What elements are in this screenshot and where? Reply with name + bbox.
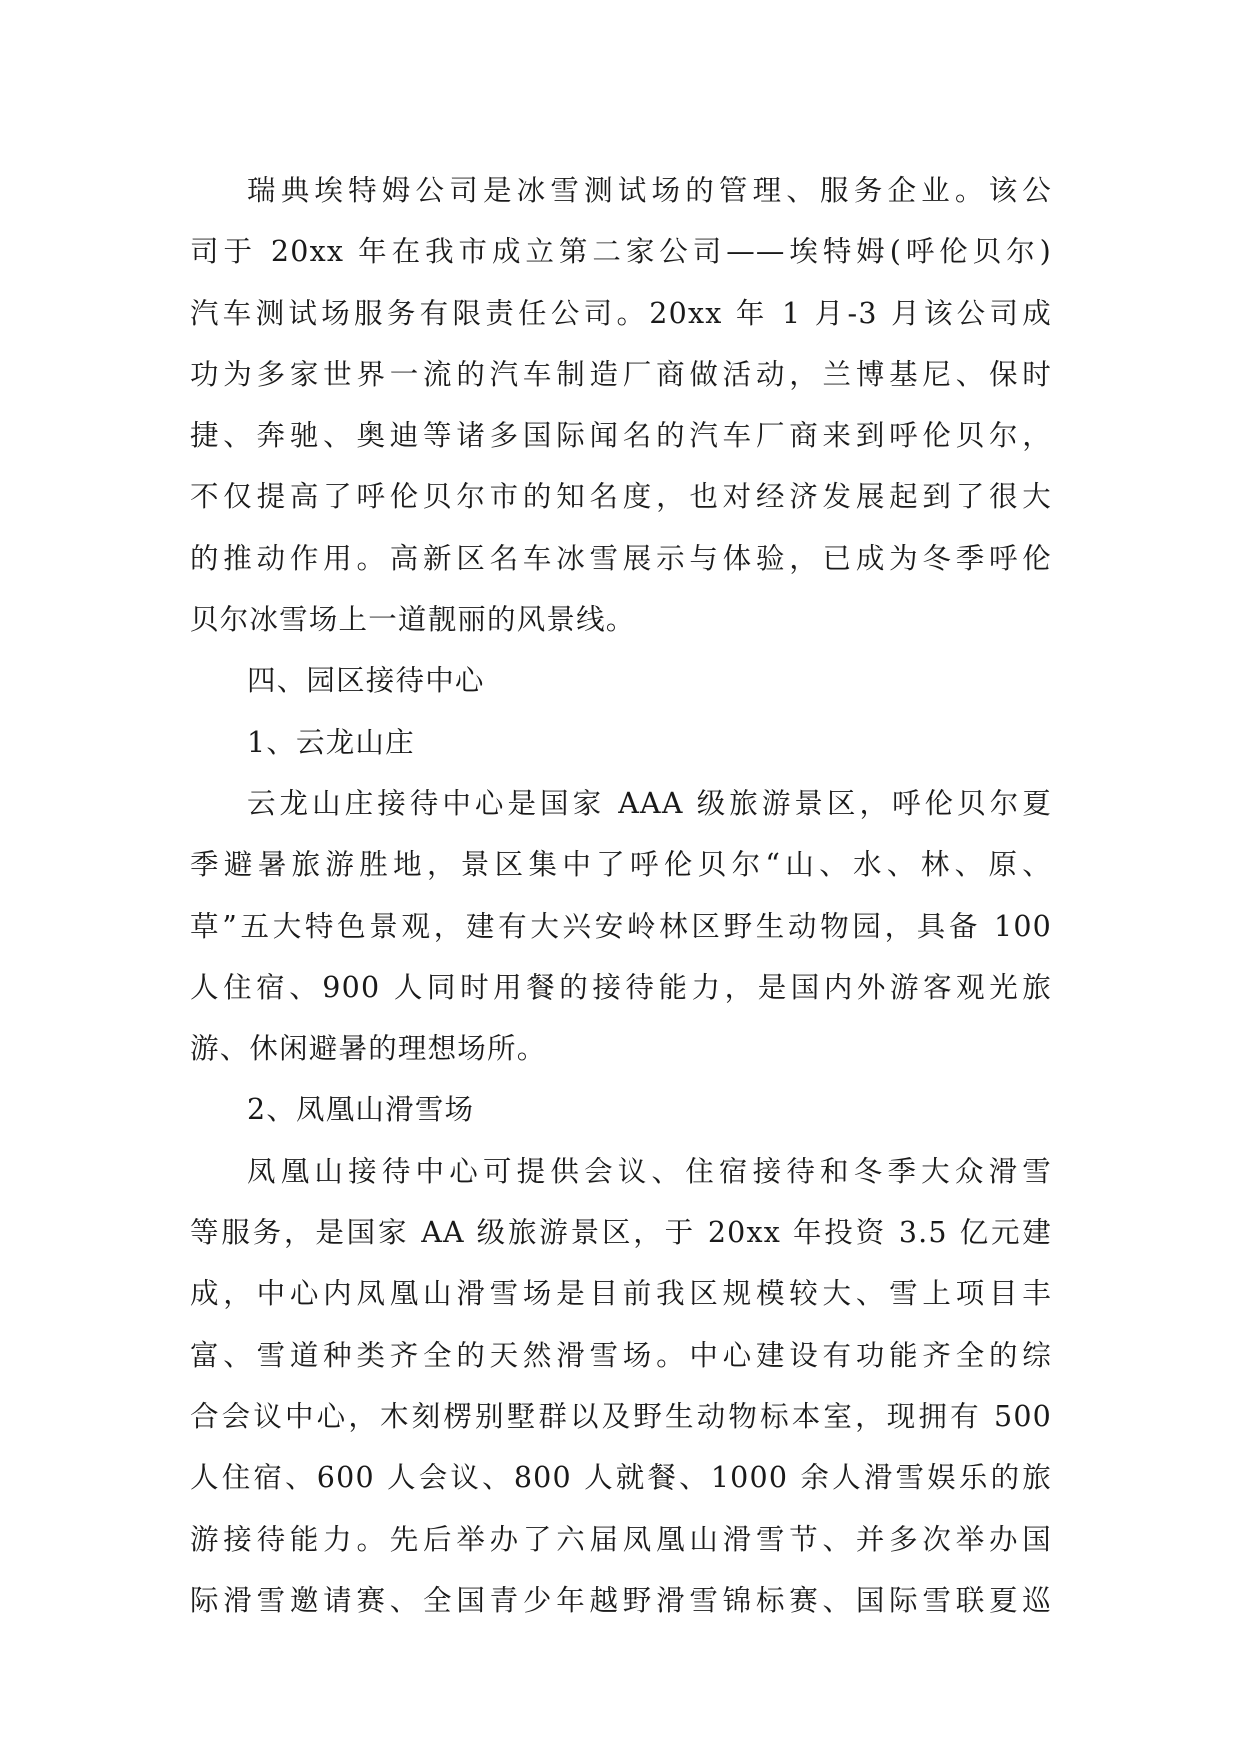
text-line: 四、园区接待中心 xyxy=(247,664,485,698)
text-line: 合会议中心，木刻楞别墅群以及野生动物标本室，现拥有 500 xyxy=(190,1399,1052,1433)
text-line: 季避暑旅游胜地，景区集中了呼伦贝尔“山、水、林、原、 xyxy=(190,848,1052,882)
text-line: 等服务，是国家 AA 级旅游景区，于 20xx 年投资 3.5 亿元建 xyxy=(190,1216,1052,1250)
text-line: 游接待能力。先后举办了六届凤凰山滑雪节、并多次举办国 xyxy=(190,1522,1052,1556)
text-line: 富、雪道种类齐全的天然滑雪场。中心建设有功能齐全的综 xyxy=(190,1338,1052,1372)
text-line: 的推动作用。高新区名车冰雪展示与体验，已成为冬季呼伦 xyxy=(190,541,1052,575)
text-line: 人住宿、600 人会议、800 人就餐、1000 余人滑雪娱乐的旅 xyxy=(190,1461,1052,1495)
text-line: 游、休闲避暑的理想场所。 xyxy=(190,1032,547,1066)
text-line: 云龙山庄接待中心是国家 AAA 级旅游景区，呼伦贝尔夏 xyxy=(247,786,1052,820)
text-line: 人住宿、900 人同时用餐的接待能力，是国内外游客观光旅 xyxy=(190,970,1052,1004)
text-line: 汽车测试场服务有限责任公司。20xx 年 1 月-3 月该公司成 xyxy=(190,296,1052,330)
text-line: 捷、奔驰、奥迪等诸多国际闻名的汽车厂商来到呼伦贝尔， xyxy=(190,419,1052,453)
text-line: 凤凰山接待中心可提供会议、住宿接待和冬季大众滑雪 xyxy=(247,1154,1052,1188)
text-line: 成，中心内凤凰山滑雪场是目前我区规模较大、雪上项目丰 xyxy=(190,1277,1052,1311)
text-line: 草”五大特色景观，建有大兴安岭林区野生动物园，具备 100 xyxy=(190,909,1052,943)
text-line: 贝尔冰雪场上一道靓丽的风景线。 xyxy=(190,603,636,637)
text-line: 1、云龙山庄 xyxy=(247,725,415,759)
text-line: 际滑雪邀请赛、全国青少年越野滑雪锦标赛、国际雪联夏巡 xyxy=(190,1583,1052,1617)
text-line: 2、凤凰山滑雪场 xyxy=(247,1093,475,1127)
text-line: 司于 20xx 年在我市成立第二家公司——埃特姆(呼伦贝尔) xyxy=(190,235,1052,269)
text-line: 功为多家世界一流的汽车制造厂商做活动，兰博基尼、保时 xyxy=(190,357,1052,391)
document-body xyxy=(190,160,1052,1631)
text-line: 瑞典埃特姆公司是冰雪测试场的管理、服务企业。该公 xyxy=(247,174,1052,207)
text-line: 不仅提高了呼伦贝尔市的知名度，也对经济发展起到了很大 xyxy=(190,480,1052,514)
